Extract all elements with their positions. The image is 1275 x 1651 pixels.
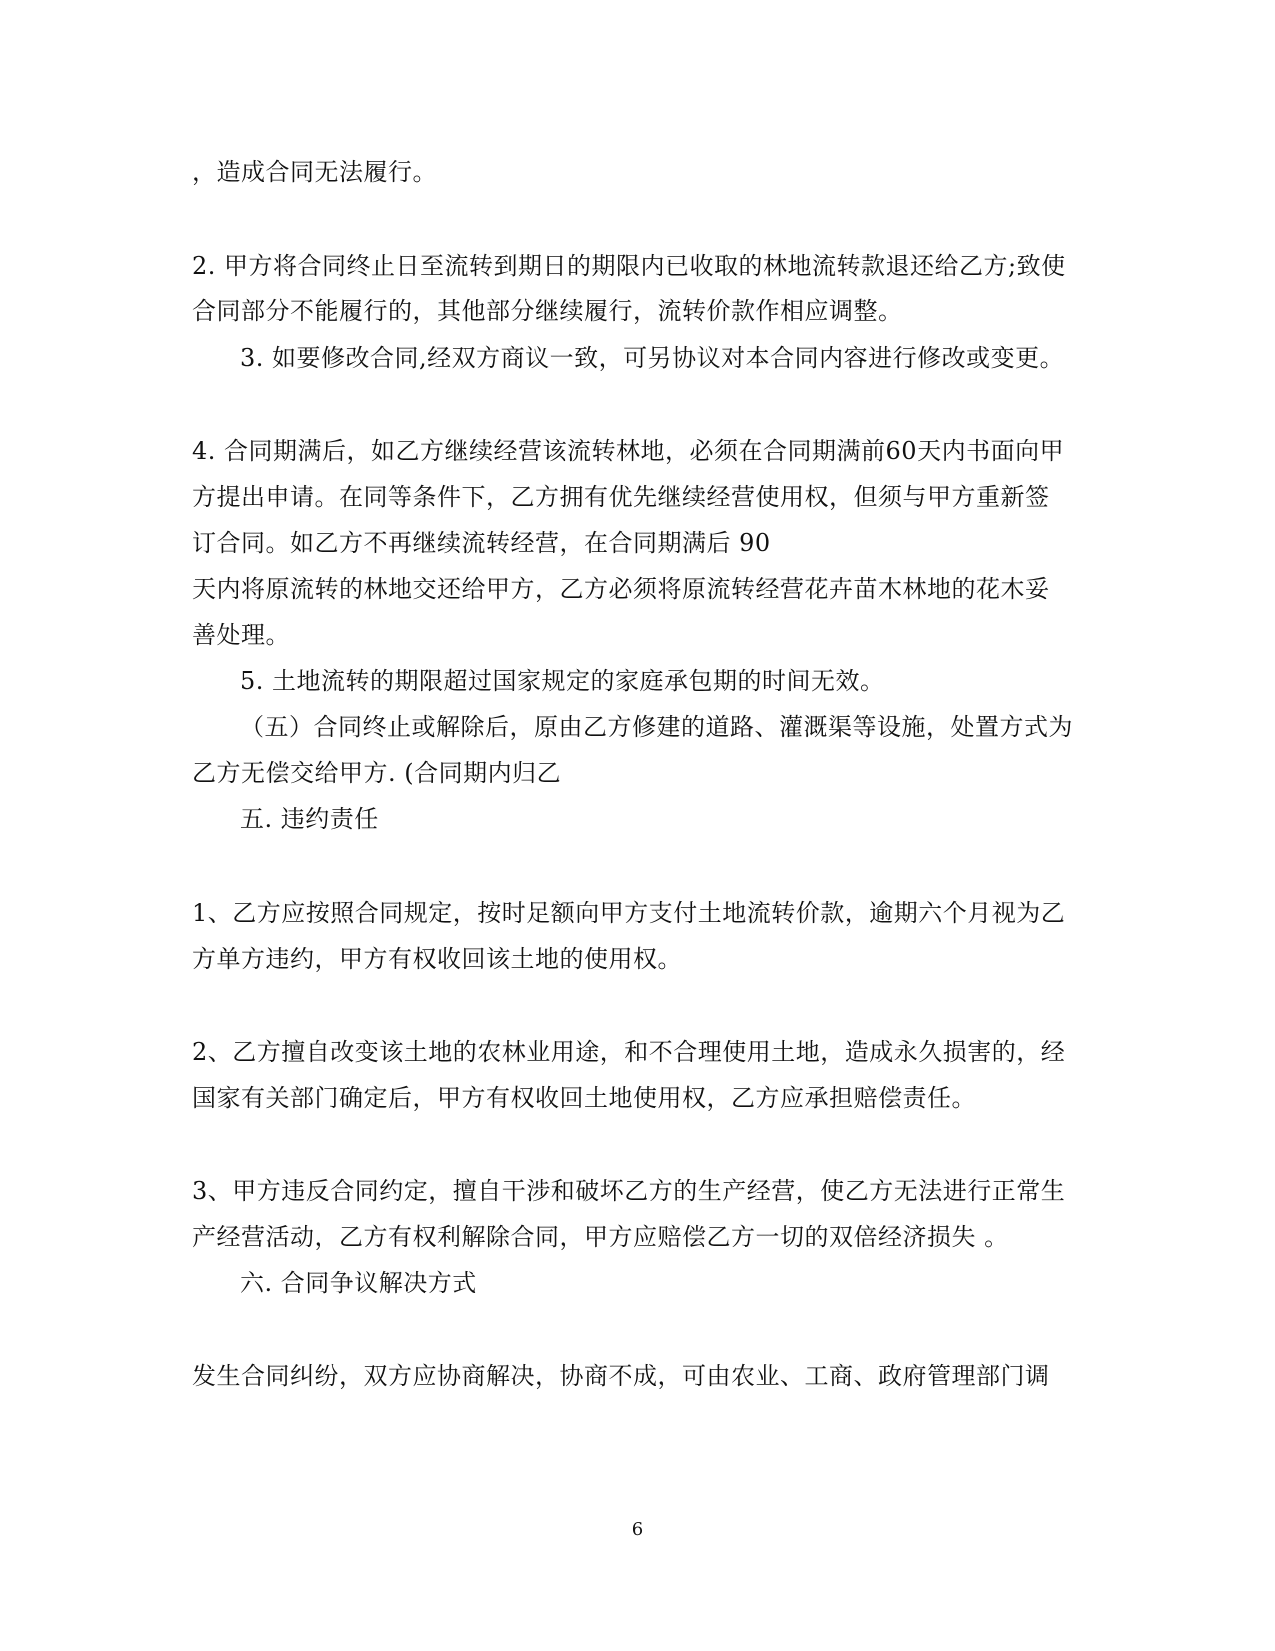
section-heading-dispute: 六. 合同争议解决方式 xyxy=(240,1269,477,1297)
text-line-12: 乙方无偿交给甲方. (合同期内归乙 xyxy=(192,759,562,787)
text-line-14: 1、乙方应按照合同规定，按时足额向甲方支付土地流转价款，逾期六个月视为乙 xyxy=(192,899,1066,927)
section-heading-breach: 五. 违约责任 xyxy=(240,805,379,833)
text-line-10: 5. 土地流转的期限超过国家规定的家庭承包期的时间无效。 xyxy=(240,667,885,695)
text-line-19: 产经营活动，乙方有权利解除合同，甲方应赔偿乙方一切的双倍经济损失 。 xyxy=(192,1223,1009,1251)
text-line-18: 3、甲方违反合同约定，擅自干涉和破坏乙方的生产经营，使乙方无法进行正常生 xyxy=(192,1177,1066,1205)
text-line-17: 国家有关部门确定后，甲方有权收回土地使用权，乙方应承担赔偿责任。 xyxy=(192,1084,976,1112)
text-line-1: ，造成合同无法履行。 xyxy=(192,158,437,186)
text-line-11: （五）合同终止或解除后，原由乙方修建的道路、灌溉渠等设施，处置方式为 xyxy=(240,713,1073,741)
text-line-3: 合同部分不能履行的，其他部分继续履行，流转价款作相应调整。 xyxy=(192,297,903,325)
text-line-21: 发生合同纠纷，双方应协商解决，协商不成，可由农业、工商、政府管理部门调 xyxy=(192,1362,1050,1390)
text-line-4: 3. 如要修改合同,经双方商议一致，可另协议对本合同内容进行修改或变更。 xyxy=(240,344,1065,372)
text-line-2: 2. 甲方将合同终止日至流转到期日的期限内已收取的林地流转款退还给乙方;致使 xyxy=(192,252,1066,280)
text-line-15: 方单方违约，甲方有权收回该土地的使用权。 xyxy=(192,945,682,973)
text-line-9: 善处理。 xyxy=(192,621,290,649)
page-number: 6 xyxy=(631,1519,644,1540)
text-line-6: 方提出申请。在同等条件下，乙方拥有优先继续经营使用权，但须与甲方重新签 xyxy=(192,483,1050,511)
text-line-7: 订合同。如乙方不再继续流转经营，在合同期满后 90 xyxy=(192,529,771,557)
text-line-16: 2、乙方擅自改变该土地的农林业用途，和不合理使用土地，造成永久损害的，经 xyxy=(192,1038,1066,1066)
text-line-8: 天内将原流转的林地交还给甲方，乙方必须将原流转经营花卉苗木林地的花木妥 xyxy=(192,575,1050,603)
text-line-5: 4. 合同期满后，如乙方继续经营该流转林地，必须在合同期满前60天内书面向甲 xyxy=(192,437,1065,465)
